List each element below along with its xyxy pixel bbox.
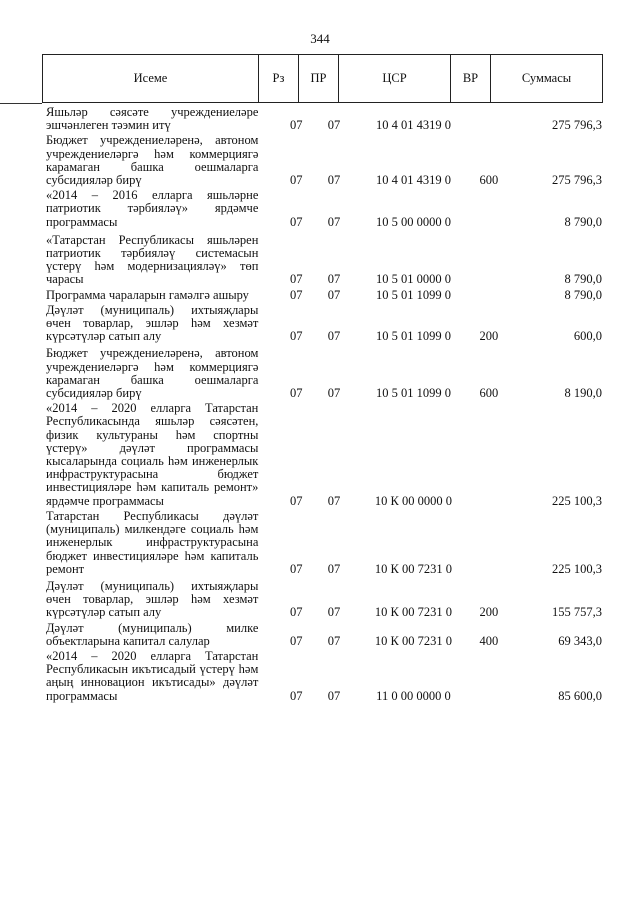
row-sum: 69 343,0 (558, 633, 603, 648)
row-pr: 07 (327, 272, 341, 287)
row-pr: 07 (327, 118, 341, 133)
row-csr: 11 0 00 0000 0 (376, 688, 451, 703)
row-csr: 10 5 00 0000 0 (375, 214, 451, 229)
row-rz: 07 (290, 272, 303, 287)
table-row (42, 106, 602, 132)
row-name: «2014 – 2016 елларга яшьләрне патриотик тәрбияләү» ярдәмче программасы (46, 188, 259, 229)
row-rz: 07 (290, 386, 303, 401)
table-row (42, 234, 602, 287)
row-rz: 07 (290, 214, 303, 229)
row-pr: 07 (327, 173, 341, 188)
row-rz: 07 (290, 173, 303, 188)
row-rz: 07 (290, 561, 303, 576)
header-rz: Рз (259, 55, 299, 103)
row-pr: 07 (327, 287, 341, 302)
row-sum: 225 100,3 (552, 561, 603, 576)
row-vr: 200 (479, 329, 499, 344)
row-pr: 07 (327, 605, 341, 620)
table-row (42, 289, 602, 302)
row-rz: 07 (290, 633, 303, 648)
row-vr: 200 (479, 605, 499, 620)
row-sum: 8 790,0 (564, 287, 603, 302)
row-name: «2014 – 2020 елларга Татарстан Республикасында яшьләр сәясәтен, физик культураны һәм спортны үстерү» дәүләт программасы кысаларында социаль һәм инженерлык инфраструктурасына бюджет инвестицияләре һәм капиталь ремонт» ярдәмче программасы (46, 401, 259, 508)
table-row (42, 134, 602, 187)
row-csr: 10 К 00 7231 0 (374, 633, 452, 648)
row-pr: 07 (327, 493, 341, 508)
row-sum: 600,0 (573, 329, 603, 344)
header-vr: ВР (451, 55, 491, 103)
row-csr: 10 5 01 1099 0 (375, 287, 451, 302)
row-csr: 10 5 01 0000 0 (375, 272, 451, 287)
row-rz: 07 (290, 605, 303, 620)
row-sum: 8 790,0 (564, 272, 603, 287)
table-row (42, 189, 602, 229)
row-rz: 07 (290, 287, 303, 302)
row-sum: 155 757,3 (552, 605, 603, 620)
row-sum: 275 796,3 (552, 118, 603, 133)
table-row (42, 402, 602, 508)
table-row (42, 580, 602, 620)
header-pr: ПР (299, 55, 339, 103)
table-row (42, 347, 602, 400)
row-vr: 600 (479, 386, 499, 401)
row-name: Бюджет учреждениеләренә, автоном учреждениеләргә һәм коммерциягә карамаган башка оешмаларга субсидияләр бирү (46, 346, 259, 401)
row-pr: 07 (327, 688, 341, 703)
row-csr: 10 К 00 7231 0 (374, 561, 452, 576)
row-csr: 10 4 01 4319 0 (375, 173, 451, 188)
row-name: Дәүләт (муниципаль) ихтыяҗлары өчен товарлар, эшләр һәм хезмәт күрсәтүләр сатып алу (46, 578, 259, 620)
row-pr: 07 (327, 561, 341, 576)
row-sum: 8 790,0 (564, 214, 603, 229)
row-name: Бюджет учреждениеләренә, автоном учреждениеләргә һәм коммерциягә карамаган башка оешмаларга субсидияләр бирү (46, 133, 259, 188)
table-header (42, 54, 603, 103)
row-sum: 225 100,3 (552, 493, 603, 508)
row-name: «Татарстан Республикасы яшьләрен патриотик тәрбияләү системасын үстерү һәм модернизацияләү» төп чарасы (46, 232, 259, 287)
table-row (42, 510, 602, 576)
row-pr: 07 (327, 633, 341, 648)
page-number: 344 (310, 31, 330, 46)
row-pr: 07 (327, 214, 341, 229)
table-row (42, 304, 602, 344)
table-row (42, 622, 602, 648)
row-rz: 07 (290, 118, 303, 133)
header-name: Исеме (43, 55, 259, 103)
table-row (42, 650, 602, 703)
row-pr: 07 (327, 329, 341, 344)
row-vr: 400 (479, 633, 499, 648)
row-rz: 07 (290, 688, 303, 703)
row-pr: 07 (327, 386, 341, 401)
row-vr: 600 (479, 173, 499, 188)
row-csr: 10 К 00 7231 0 (374, 605, 452, 620)
row-name: Дәүләт (муниципаль) ихтыяҗлары өчен товарлар, эшләр һәм хезмәт күрсәтүләр сатып алу (46, 302, 259, 344)
header-csr: ЦСР (339, 55, 451, 103)
table-body (42, 106, 602, 703)
row-sum: 8 190,0 (564, 386, 603, 401)
row-sum: 275 796,3 (552, 173, 603, 188)
header-sum: Суммасы (491, 55, 603, 103)
margin-rule (0, 103, 42, 104)
row-rz: 07 (290, 329, 303, 344)
row-csr: 10 4 01 4319 0 (375, 118, 451, 133)
row-csr: 10 К 00 0000 0 (374, 493, 452, 508)
row-rz: 07 (290, 493, 303, 508)
row-name: Дәүләт (муниципаль) милке объектларына капитал салулар (46, 620, 259, 648)
row-sum: 85 600,0 (558, 688, 603, 703)
row-csr: 10 5 01 1099 0 (375, 386, 451, 401)
row-name: «2014 – 2020 елларга Татарстан Республикасын икътисадый үстерү һәм аңың инновацион икътисады» дәүләт программасы (46, 648, 259, 703)
row-name: Яшьләр сәясәте учреждениеләре эшчәнлеген тәэмин итү (46, 105, 259, 133)
row-csr: 10 5 01 1099 0 (375, 329, 451, 344)
row-name: Татарстан Республикасы дәүләт (муниципаль) милкендәге социаль һәм инженерлык инфраструктурасына бюджет инвестицияләре һәм капиталь ремонт (46, 508, 259, 576)
row-name: Программа чараларын гамәлгә ашыру (46, 287, 249, 302)
